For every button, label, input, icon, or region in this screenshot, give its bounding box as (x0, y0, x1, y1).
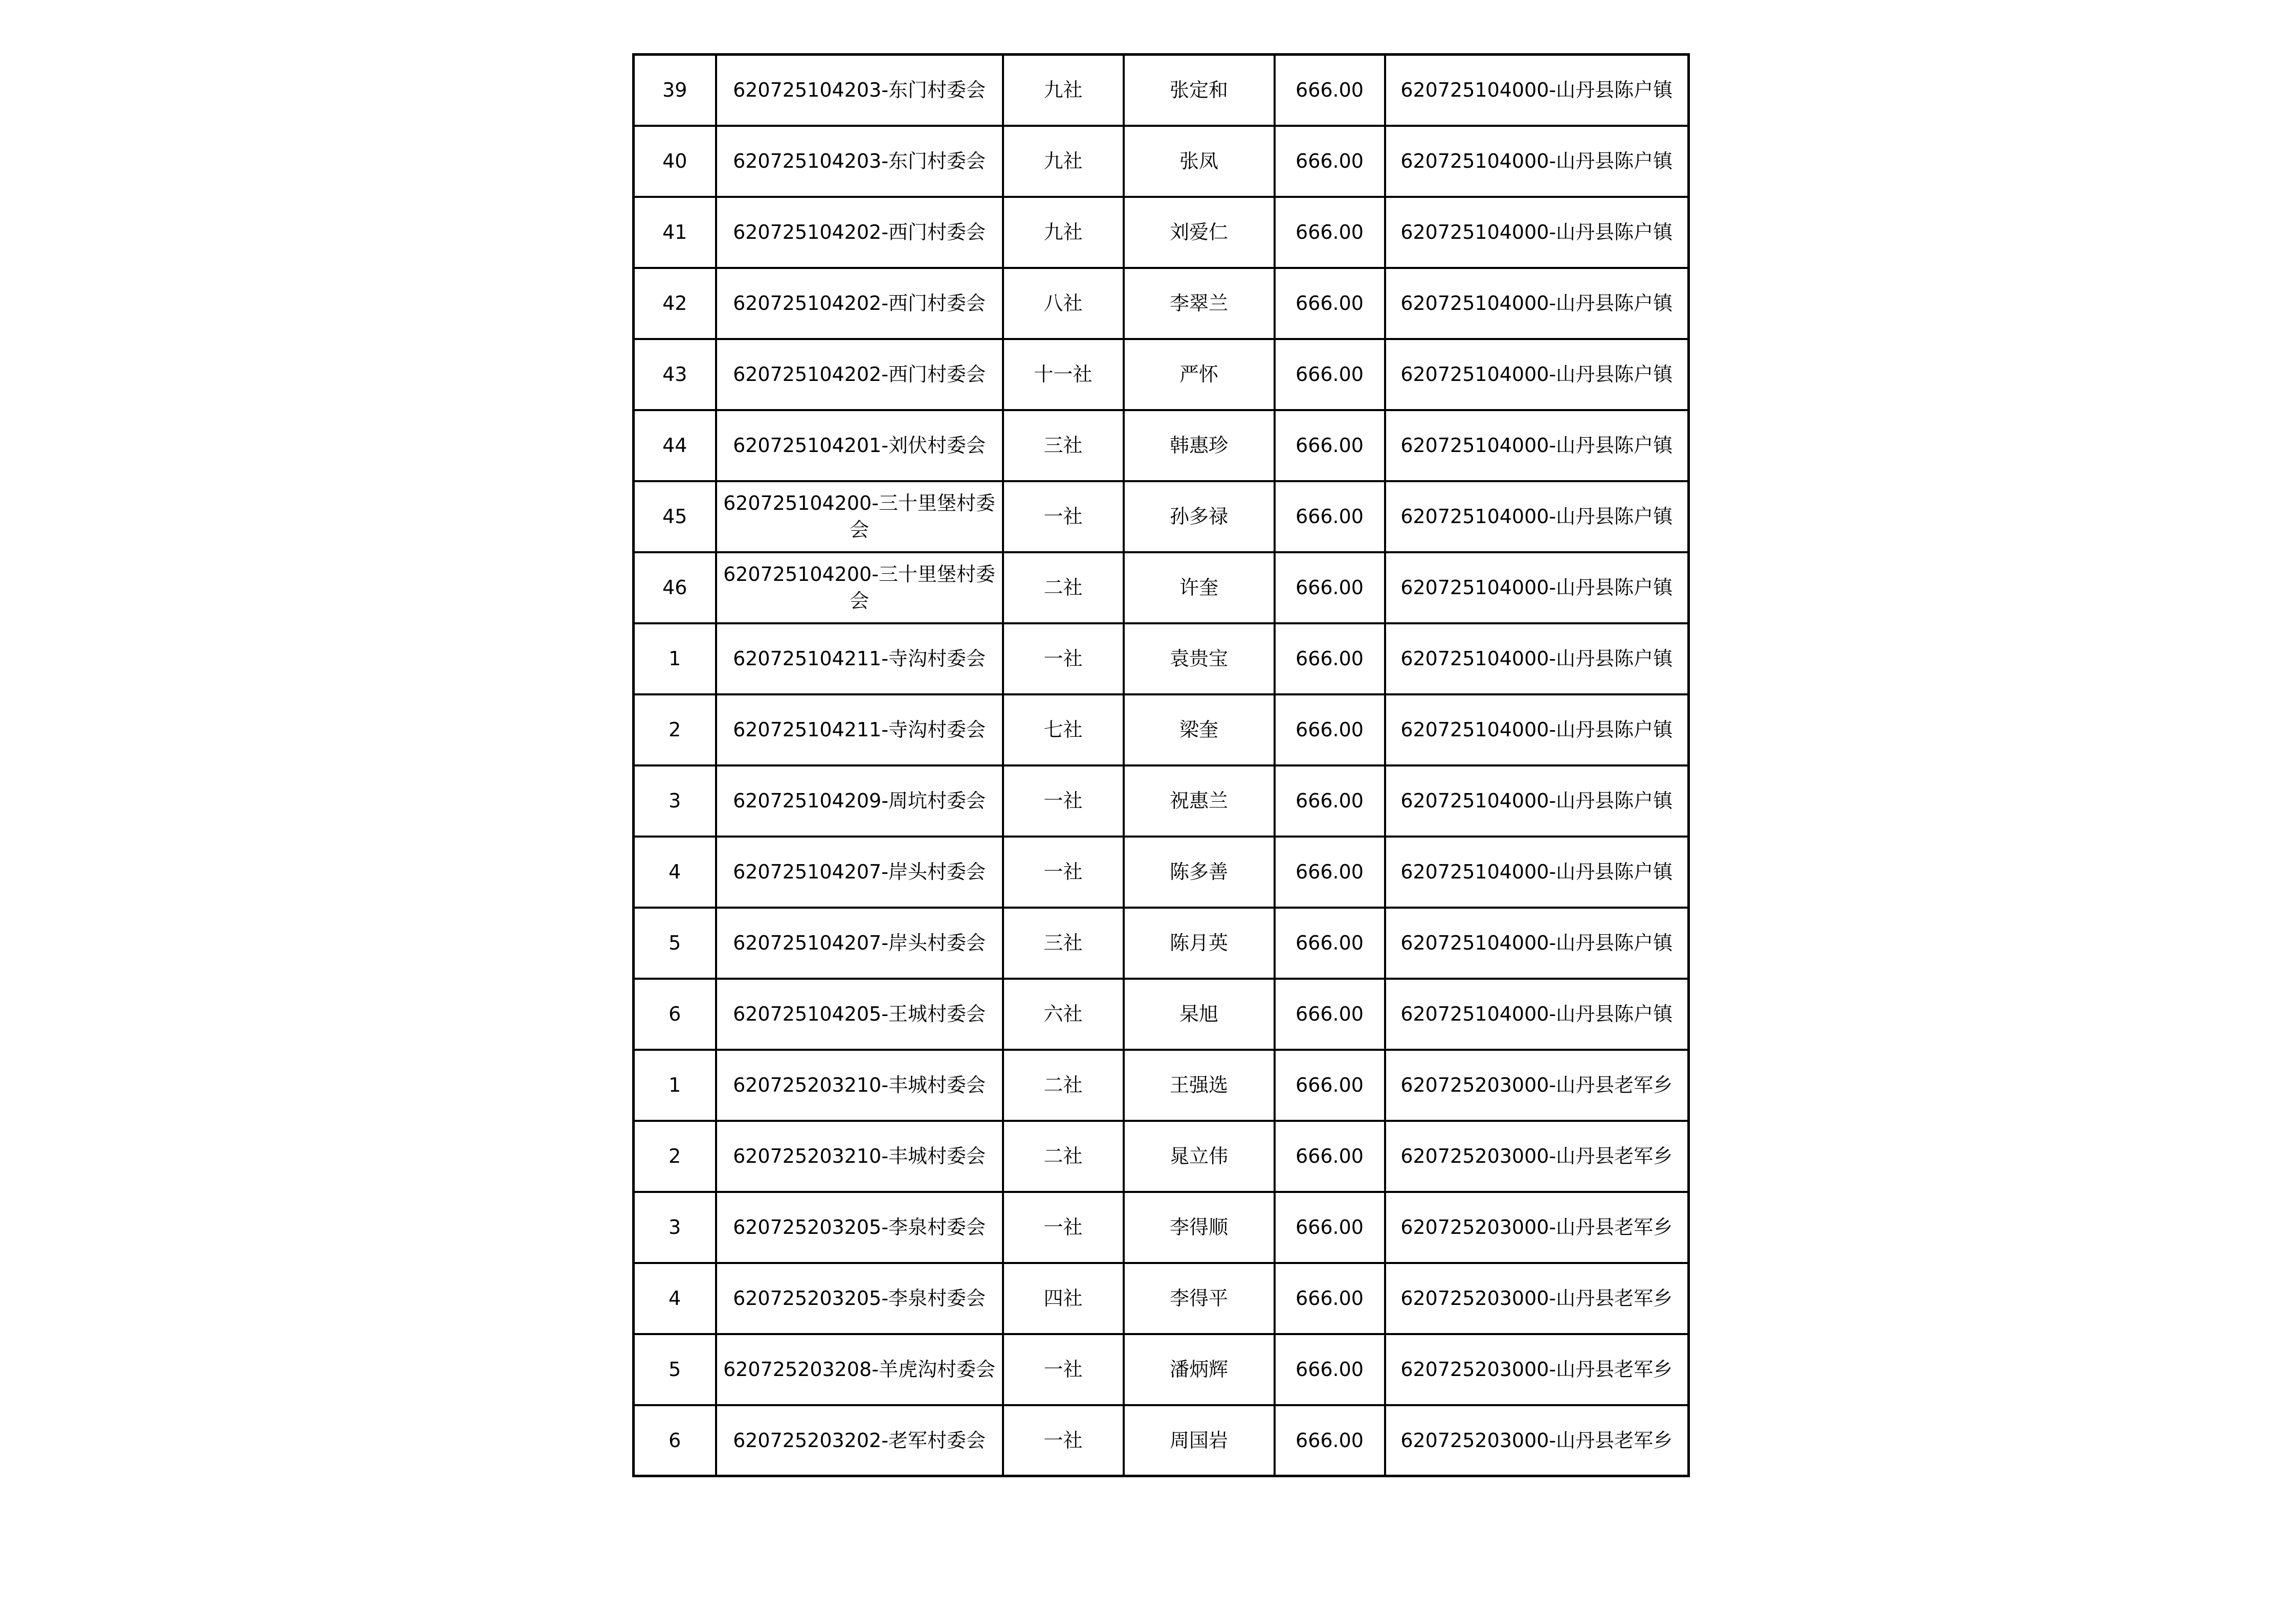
village-committee: 620725104200-三十里堡村委会 (716, 552, 1003, 623)
village-committee: 620725104203-东门村委会 (716, 55, 1003, 126)
row-index: 45 (634, 481, 716, 552)
table-row (634, 765, 1689, 837)
person-name: 陈月英 (1124, 908, 1275, 979)
row-index: 2 (634, 1121, 716, 1192)
village-group: 八社 (1003, 268, 1124, 339)
village-committee: 620725104211-寺沟村委会 (716, 694, 1003, 765)
person-name: 许奎 (1124, 552, 1275, 623)
village-committee: 620725203208-羊虎沟村委会 (716, 1334, 1003, 1405)
township: 620725104000-山丹县陈户镇 (1385, 126, 1689, 197)
township: 620725104000-山丹县陈户镇 (1385, 623, 1689, 694)
amount: 666.00 (1275, 623, 1385, 694)
village-committee: 620725104205-王城村委会 (716, 979, 1003, 1050)
village-committee: 620725104200-三十里堡村委会 (716, 481, 1003, 552)
table-row (634, 1050, 1689, 1121)
village-committee: 620725203210-丰城村委会 (716, 1121, 1003, 1192)
village-group: 一社 (1003, 481, 1124, 552)
subsidy-roster-table (632, 53, 1690, 1477)
village-group: 六社 (1003, 979, 1124, 1050)
row-index: 43 (634, 339, 716, 410)
person-name: 李得顺 (1124, 1192, 1275, 1263)
person-name: 王强选 (1124, 1050, 1275, 1121)
person-name: 严怀 (1124, 339, 1275, 410)
village-group: 一社 (1003, 1334, 1124, 1405)
township: 620725104000-山丹县陈户镇 (1385, 694, 1689, 765)
amount: 666.00 (1275, 979, 1385, 1050)
village-group: 九社 (1003, 126, 1124, 197)
amount: 666.00 (1275, 197, 1385, 268)
village-group: 九社 (1003, 55, 1124, 126)
person-name: 张凤 (1124, 126, 1275, 197)
village-committee: 620725104202-西门村委会 (716, 268, 1003, 339)
village-committee: 620725104207-岸头村委会 (716, 837, 1003, 908)
table-row (634, 1334, 1689, 1405)
row-index: 40 (634, 126, 716, 197)
village-group: 十一社 (1003, 339, 1124, 410)
village-committee: 620725203202-老军村委会 (716, 1405, 1003, 1476)
table-row (634, 339, 1689, 410)
village-group: 一社 (1003, 1405, 1124, 1476)
row-index: 1 (634, 1050, 716, 1121)
row-index: 1 (634, 623, 716, 694)
village-group: 二社 (1003, 1121, 1124, 1192)
village-group: 九社 (1003, 197, 1124, 268)
table-row (634, 1405, 1689, 1476)
person-name: 袁贵宝 (1124, 623, 1275, 694)
person-name: 刘爱仁 (1124, 197, 1275, 268)
person-name: 韩惠珍 (1124, 410, 1275, 481)
amount: 666.00 (1275, 1192, 1385, 1263)
row-index: 41 (634, 197, 716, 268)
person-name: 张定和 (1124, 55, 1275, 126)
row-index: 6 (634, 1405, 716, 1476)
village-group: 一社 (1003, 765, 1124, 837)
table-row (634, 481, 1689, 552)
amount: 666.00 (1275, 1334, 1385, 1405)
row-index: 3 (634, 765, 716, 837)
amount: 666.00 (1275, 339, 1385, 410)
village-committee: 620725104201-刘伏村委会 (716, 410, 1003, 481)
village-committee: 620725104203-东门村委会 (716, 126, 1003, 197)
amount: 666.00 (1275, 268, 1385, 339)
village-group: 三社 (1003, 908, 1124, 979)
village-group: 一社 (1003, 623, 1124, 694)
amount: 666.00 (1275, 837, 1385, 908)
village-group: 三社 (1003, 410, 1124, 481)
table-row (634, 268, 1689, 339)
amount: 666.00 (1275, 1263, 1385, 1334)
township: 620725203000-山丹县老军乡 (1385, 1405, 1689, 1476)
township: 620725203000-山丹县老军乡 (1385, 1121, 1689, 1192)
township: 620725104000-山丹县陈户镇 (1385, 908, 1689, 979)
person-name: 李翠兰 (1124, 268, 1275, 339)
township: 620725104000-山丹县陈户镇 (1385, 410, 1689, 481)
table-row (634, 126, 1689, 197)
person-name: 周国岩 (1124, 1405, 1275, 1476)
village-group: 一社 (1003, 837, 1124, 908)
township: 620725203000-山丹县老军乡 (1385, 1334, 1689, 1405)
township: 620725203000-山丹县老军乡 (1385, 1050, 1689, 1121)
table-row (634, 55, 1689, 126)
table-row (634, 1263, 1689, 1334)
table-row (634, 908, 1689, 979)
row-index: 44 (634, 410, 716, 481)
person-name: 孙多禄 (1124, 481, 1275, 552)
person-name: 潘炳辉 (1124, 1334, 1275, 1405)
amount: 666.00 (1275, 765, 1385, 837)
village-committee: 620725203205-李泉村委会 (716, 1263, 1003, 1334)
row-index: 3 (634, 1192, 716, 1263)
row-index: 5 (634, 908, 716, 979)
township: 620725104000-山丹县陈户镇 (1385, 339, 1689, 410)
table-row (634, 1192, 1689, 1263)
township: 620725104000-山丹县陈户镇 (1385, 837, 1689, 908)
person-name: 杲旭 (1124, 979, 1275, 1050)
table-row (634, 979, 1689, 1050)
amount: 666.00 (1275, 694, 1385, 765)
village-committee: 620725104202-西门村委会 (716, 339, 1003, 410)
township: 620725104000-山丹县陈户镇 (1385, 481, 1689, 552)
amount: 666.00 (1275, 481, 1385, 552)
table-row (634, 837, 1689, 908)
row-index: 4 (634, 1263, 716, 1334)
person-name: 梁奎 (1124, 694, 1275, 765)
amount: 666.00 (1275, 552, 1385, 623)
table-row (634, 623, 1689, 694)
amount: 666.00 (1275, 55, 1385, 126)
township: 620725104000-山丹县陈户镇 (1385, 765, 1689, 837)
village-committee: 620725104209-周坑村委会 (716, 765, 1003, 837)
amount: 666.00 (1275, 1050, 1385, 1121)
township: 620725104000-山丹县陈户镇 (1385, 268, 1689, 339)
village-committee: 620725104202-西门村委会 (716, 197, 1003, 268)
village-group: 二社 (1003, 1050, 1124, 1121)
village-group: 四社 (1003, 1263, 1124, 1334)
table-row (634, 197, 1689, 268)
village-committee: 620725203205-李泉村委会 (716, 1192, 1003, 1263)
amount: 666.00 (1275, 1121, 1385, 1192)
row-index: 42 (634, 268, 716, 339)
amount: 666.00 (1275, 908, 1385, 979)
row-index: 6 (634, 979, 716, 1050)
row-index: 39 (634, 55, 716, 126)
table-body (634, 55, 1689, 1476)
village-committee: 620725104211-寺沟村委会 (716, 623, 1003, 694)
village-group: 七社 (1003, 694, 1124, 765)
township: 620725104000-山丹县陈户镇 (1385, 552, 1689, 623)
township: 620725203000-山丹县老军乡 (1385, 1263, 1689, 1334)
table-row (634, 694, 1689, 765)
person-name: 晁立伟 (1124, 1121, 1275, 1192)
person-name: 祝惠兰 (1124, 765, 1275, 837)
table-row (634, 1121, 1689, 1192)
amount: 666.00 (1275, 1405, 1385, 1476)
village-committee: 620725203210-丰城村委会 (716, 1050, 1003, 1121)
village-committee: 620725104207-岸头村委会 (716, 908, 1003, 979)
person-name: 李得平 (1124, 1263, 1275, 1334)
table-row (634, 552, 1689, 623)
amount: 666.00 (1275, 410, 1385, 481)
village-group: 一社 (1003, 1192, 1124, 1263)
row-index: 2 (634, 694, 716, 765)
township: 620725104000-山丹县陈户镇 (1385, 197, 1689, 268)
row-index: 4 (634, 837, 716, 908)
township: 620725104000-山丹县陈户镇 (1385, 979, 1689, 1050)
person-name: 陈多善 (1124, 837, 1275, 908)
row-index: 5 (634, 1334, 716, 1405)
township: 620725104000-山丹县陈户镇 (1385, 55, 1689, 126)
table-row (634, 410, 1689, 481)
amount: 666.00 (1275, 126, 1385, 197)
village-group: 二社 (1003, 552, 1124, 623)
row-index: 46 (634, 552, 716, 623)
township: 620725203000-山丹县老军乡 (1385, 1192, 1689, 1263)
